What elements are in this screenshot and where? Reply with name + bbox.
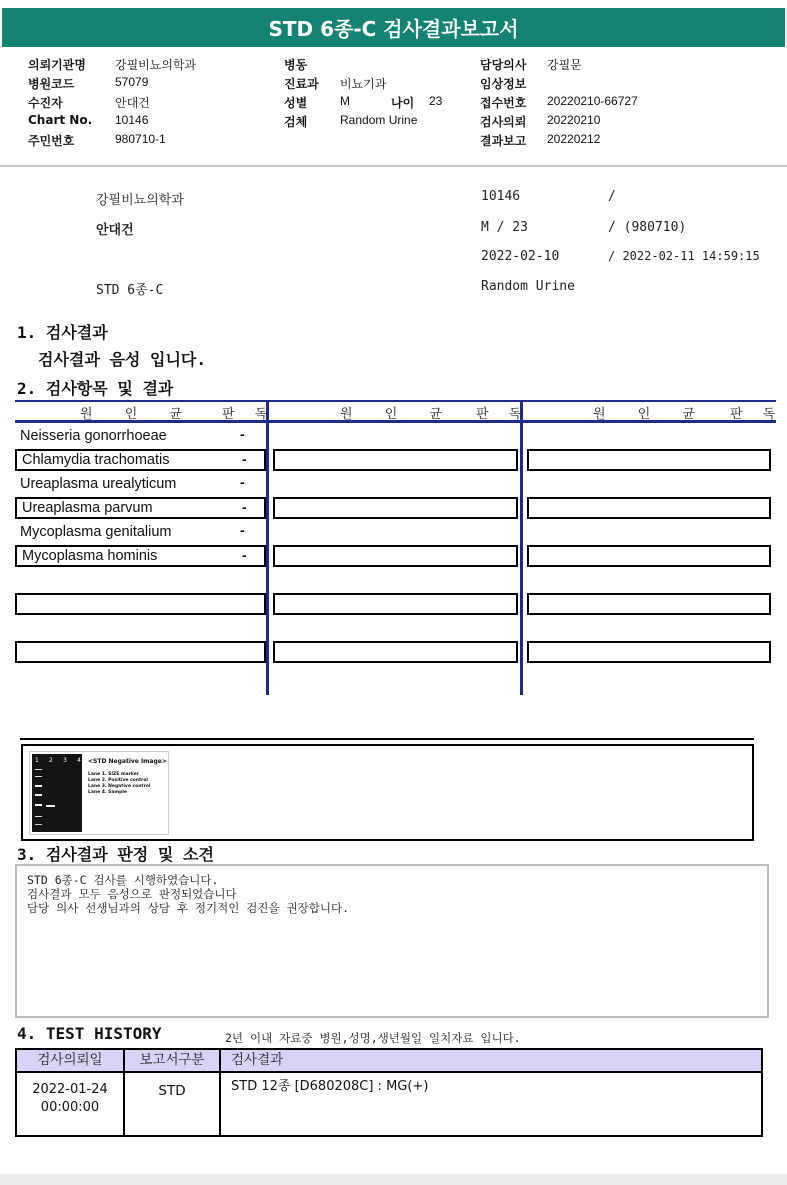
marker-band [35,816,42,817]
request-date-value: 20220210 [547,113,601,127]
department-label: 진료과 [284,77,319,91]
receipt-no-label: 접수번호 [480,96,527,110]
empty-row [15,641,266,663]
resident-no-label: 주민번호 [28,134,75,148]
col3-pathogen-header: 원 인 균 [593,407,709,422]
summary-report-datetime: / 2022-02-11 14:59:15 [608,249,760,263]
summary-specimen: Random Urine [481,279,575,294]
grid-col-divider-1 [266,400,269,695]
hospital-label: 의뢰기관명 [28,58,86,72]
marker-band [35,804,42,806]
empty-row [273,449,518,471]
col1-pathogen-header: 원 인 균 [80,407,196,422]
report-date-value: 20220212 [547,132,601,146]
history-date: 2022-01-24 [32,1082,108,1097]
empty-row [273,497,518,519]
col2-judge-header: 판 독 [476,407,530,422]
result-row [15,545,266,567]
patient-label: 수진자 [28,96,63,110]
judge-result: - [242,547,247,563]
summary-request-date: 2022-02-10 [481,249,560,264]
report-title: STD 6종-C 검사결과보고서 [2,8,785,47]
empty-row [273,593,518,615]
hospital-code-value: 57079 [115,75,149,89]
judge-result: - [242,451,247,467]
resident-no-value: 980710-1 [115,132,166,146]
receipt-no-value: 20220210-66727 [547,94,638,108]
header-right [480,56,638,151]
summary-birth: / (980710) [608,220,687,235]
gel-caption-line: Lane 3. Negative control [88,784,151,789]
doctor-value: 강필문 [547,58,582,72]
gel-caption-line: Lane 2. Positive control [88,778,148,783]
history-table [15,1048,763,1137]
section3-title: 3. 검사결과 판정 및 소견 [17,845,214,864]
sex-label: 성별 [284,96,308,110]
lane-label: 3 [63,757,67,764]
empty-row [527,641,771,663]
col2-pathogen-header: 원 인 균 [340,407,456,422]
gel-picture [32,754,82,832]
specimen-value: Random Urine [340,113,418,127]
history-type: STD [125,1073,221,1135]
hospital-code-label: 병원코드 [28,77,75,91]
summary-hospital: 강필비뇨의학과 [96,193,184,208]
clinical-info-label: 임상정보 [480,77,527,91]
col3-judge-header: 판 독 [730,407,784,422]
judge-result: - [242,499,247,515]
page-footer-band [0,1174,787,1185]
pathogen-name: Ureaplasma parvum [22,500,153,516]
chart-no-value: 10146 [115,113,149,127]
history-col-date: 검사의뢰일 [17,1050,125,1071]
summary-name: 안대건 [96,223,134,238]
history-col-type: 보고서구분 [125,1050,221,1071]
gel-caption-line: Lane 1. SIZE marker [88,772,140,777]
pathogen-name: Ureaplasma urealyticum [20,476,177,492]
grid-top-line [15,400,776,402]
col1-judge-header: 판 독 [222,407,276,422]
lane-label: 4 [77,757,81,764]
summary-test-name: STD 6종-C [96,283,164,298]
specimen-label: 검체 [284,115,308,129]
result-row [15,449,266,471]
header-left [28,56,196,151]
image-divider [20,738,754,740]
pathogen-name: Chlamydia trachomatis [22,452,170,468]
history-result: STD 12종 [D680208C] : MG(+) [231,1079,429,1094]
age-value: 23 [429,94,443,108]
table-row [17,1073,761,1135]
gel-caption-title: <STD Negative Image> [88,758,167,765]
judge-result: - [240,474,245,490]
grid-col-divider-2 [520,400,523,695]
history-time: 00:00:00 [40,1100,100,1115]
marker-band [35,785,42,787]
patient-value: 안대건 [115,96,150,110]
chart-no-label: Chart No. [28,113,93,127]
gel-image [29,751,169,835]
empty-row [273,641,518,663]
judge-result: - [240,522,245,538]
request-date-label: 검사의뢰 [480,115,527,129]
marker-band [35,769,42,770]
summary-sex-age: M / 23 [481,220,528,235]
gel-caption-line: Lane 4. Sample [88,790,127,795]
empty-row [273,545,518,567]
header-mid [284,56,442,132]
opinion-line: STD 6종-C 검사를 시행하였습니다. [27,873,219,887]
department-value: 비뇨기과 [340,77,387,91]
sex-value: M [340,94,350,108]
opinion-line: 검사결과 모두 음성으로 판정되었습니다 [27,887,237,901]
opinion-line: 담당 의사 선생님과의 상담 후 정기적인 검진을 권장합니다. [27,901,350,915]
doctor-label: 담당의사 [480,58,527,72]
empty-row [527,545,771,567]
pathogen-name: Mycoplasma hominis [22,548,158,564]
lane-label: 1 [35,757,39,764]
pathogen-name: Mycoplasma genitalium [20,524,172,540]
section2-title: 2. 검사항목 및 결과 [17,379,174,398]
age-label: 나이 [391,96,415,110]
hospital-value: 강필비뇨의학과 [115,58,197,72]
empty-row [527,449,771,471]
empty-row [15,593,266,615]
result-row [15,474,265,496]
opinion-box [15,864,769,1018]
section1-result: 검사결과 음성 입니다. [38,350,207,369]
history-header-row [17,1050,761,1073]
ward-label: 병동 [284,58,308,72]
empty-row [527,497,771,519]
positive-control-band [46,805,55,807]
empty-row [527,593,771,615]
summary-chart: 10146 [481,189,521,204]
section1-title: 1. 검사결과 [17,323,108,342]
pathogen-name: Neisseria gonorrhoeae [20,428,167,444]
judge-result: - [240,426,245,442]
report-date-label: 결과보고 [480,134,527,148]
result-row [15,522,265,544]
history-note: 2년 이내 자료중 병원,성명,생년월일 일치자료 입니다. [225,1031,521,1045]
result-row [15,426,265,448]
section4-title: 4. TEST HISTORY [17,1024,162,1043]
marker-band [35,824,42,825]
history-col-result: 검사결과 [231,1052,284,1068]
history-date-cell [17,1073,125,1135]
marker-band [35,776,42,777]
summary-slash: / [608,189,616,204]
header-divider [0,165,787,167]
marker-band [35,794,42,796]
gel-caption-lines [88,772,150,796]
lane-label: 2 [49,757,53,764]
result-row [15,497,266,519]
